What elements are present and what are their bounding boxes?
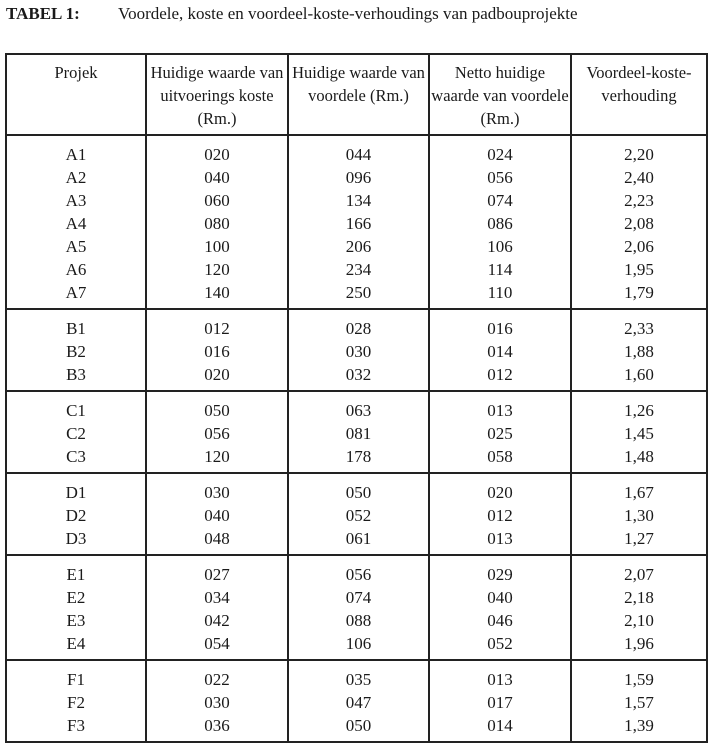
column-ratio: [570, 392, 706, 472]
cell-cost: 030: [204, 483, 230, 502]
column-net-benefit: [428, 392, 570, 472]
cell-net-benefit: 040: [487, 588, 513, 607]
cell-benefit: 074: [345, 588, 372, 607]
cell-benefit: 061: [345, 529, 372, 548]
cell-project: A1: [65, 145, 87, 164]
column-project: [7, 392, 145, 472]
column-project: [7, 474, 145, 554]
cell-ratio: 2,33: [624, 319, 654, 338]
cell-project: E2: [66, 588, 86, 607]
cell-ratio: 2,08: [624, 214, 654, 233]
cell-cost: 060: [204, 191, 230, 210]
cell-cost: 054: [204, 634, 230, 653]
table-group: [7, 661, 706, 741]
cell-cost: 030: [204, 693, 230, 712]
cell-ratio: 1,88: [624, 342, 654, 361]
cell-benefit: 050: [345, 716, 372, 735]
cell-ratio: 1,95: [624, 260, 654, 279]
cell-cost: 140: [204, 283, 230, 302]
cell-net-benefit: 074: [487, 191, 513, 210]
table-number: TABEL 1:: [6, 4, 80, 23]
cell-project: D2: [65, 506, 87, 525]
cell-project: D3: [65, 529, 87, 548]
cell-benefit: 088: [345, 611, 372, 630]
cell-ratio: 2,10: [624, 611, 654, 630]
cell-project: F1: [67, 670, 85, 689]
column-cost: [145, 556, 287, 659]
cell-ratio: 2,07: [624, 565, 654, 584]
column-ratio: [570, 136, 706, 308]
table-caption: [6, 4, 578, 24]
cell-project: F2: [67, 693, 85, 712]
cell-net-benefit: 020: [487, 483, 513, 502]
column-net-benefit: [428, 310, 570, 390]
cell-cost: 022: [204, 670, 230, 689]
cell-project: B3: [66, 365, 86, 384]
cell-net-benefit: 013: [487, 529, 513, 548]
cell-project: C1: [66, 401, 86, 420]
table-header: [7, 55, 706, 136]
column-ratio: [570, 556, 706, 659]
cell-benefit: 050: [345, 483, 372, 502]
cell-benefit: 035: [345, 670, 372, 689]
column-ratio: [570, 661, 706, 741]
column-ratio: [570, 310, 706, 390]
cell-benefit: 028: [345, 319, 372, 338]
column-cost: [145, 136, 287, 308]
column-benefit: [287, 556, 428, 659]
cell-cost: 042: [204, 611, 230, 630]
cell-net-benefit: 014: [487, 342, 513, 361]
cell-cost: 056: [204, 424, 230, 443]
cell-cost: 040: [204, 168, 230, 187]
header-benefit-cost-ratio: Voordeel-koste-verhouding: [570, 55, 706, 134]
cell-net-benefit: 013: [487, 670, 513, 689]
cell-net-benefit: 110: [487, 283, 513, 302]
cell-benefit: 166: [345, 214, 372, 233]
cell-net-benefit: 012: [487, 365, 513, 384]
column-cost: [145, 310, 287, 390]
header-project: Projek: [54, 63, 98, 82]
cell-ratio: 1,27: [624, 529, 654, 548]
cell-cost: 027: [204, 565, 230, 584]
cell-benefit: 052: [345, 506, 372, 525]
cell-net-benefit: 024: [487, 145, 513, 164]
column-project: [7, 661, 145, 741]
header-net-present-value: Netto huidige waarde van voordele (Rm.): [428, 55, 570, 134]
cell-ratio: 1,45: [624, 424, 654, 443]
cell-cost: 034: [204, 588, 230, 607]
column-project: [7, 310, 145, 390]
cell-project: C3: [66, 447, 86, 466]
cell-benefit: 056: [345, 565, 372, 584]
cell-net-benefit: 013: [487, 401, 513, 420]
cell-cost: 080: [204, 214, 230, 233]
cell-cost: 120: [204, 447, 230, 466]
table-group: [7, 136, 706, 310]
cell-benefit: 106: [345, 634, 372, 653]
cell-cost: 040: [204, 506, 230, 525]
column-net-benefit: [428, 474, 570, 554]
cell-project: B2: [66, 342, 86, 361]
cell-net-benefit: 114: [487, 260, 513, 279]
column-benefit: [287, 310, 428, 390]
header-cost-present-value: Huidige waarde van uitvoerings koste (Rm.): [145, 55, 287, 134]
column-benefit: [287, 136, 428, 308]
column-project: [7, 136, 145, 308]
cell-ratio: 2,18: [624, 588, 654, 607]
cell-ratio: 2,20: [624, 145, 654, 164]
cell-project: A2: [65, 168, 87, 187]
column-benefit: [287, 392, 428, 472]
cell-net-benefit: 025: [487, 424, 513, 443]
cell-project: E1: [66, 565, 86, 584]
cell-benefit: 250: [345, 283, 372, 302]
cell-project: A4: [65, 214, 87, 233]
table-title: Voordele, koste en voordeel-koste-verhoudings van padbouprojekte: [118, 4, 578, 23]
cell-project: F3: [67, 716, 85, 735]
cell-ratio: 1,60: [624, 365, 654, 384]
data-table: [5, 53, 708, 743]
cell-benefit: 234: [345, 260, 372, 279]
column-ratio: [570, 474, 706, 554]
cell-benefit: 134: [345, 191, 372, 210]
cell-ratio: 1,59: [624, 670, 654, 689]
column-benefit: [287, 661, 428, 741]
column-net-benefit: [428, 556, 570, 659]
cell-benefit: 206: [345, 237, 372, 256]
table-group: [7, 556, 706, 661]
cell-net-benefit: 014: [487, 716, 513, 735]
table-group: [7, 474, 706, 556]
cell-ratio: 1,67: [624, 483, 654, 502]
column-cost: [145, 392, 287, 472]
cell-net-benefit: 016: [487, 319, 513, 338]
cell-cost: 016: [204, 342, 230, 361]
cell-benefit: 044: [345, 145, 372, 164]
cell-ratio: 1,26: [624, 401, 654, 420]
cell-ratio: 1,39: [624, 716, 654, 735]
column-project: [7, 556, 145, 659]
cell-cost: 120: [204, 260, 230, 279]
cell-cost: 048: [204, 529, 230, 548]
cell-net-benefit: 046: [487, 611, 513, 630]
cell-ratio: 1,48: [624, 447, 654, 466]
cell-cost: 050: [204, 401, 230, 420]
cell-benefit: 096: [345, 168, 372, 187]
table-group: [7, 310, 706, 392]
cell-net-benefit: 058: [487, 447, 513, 466]
cell-cost: 020: [204, 145, 230, 164]
cell-benefit: 081: [345, 424, 372, 443]
cell-project: A6: [65, 260, 87, 279]
cell-benefit: 178: [345, 447, 372, 466]
cell-project: A3: [65, 191, 87, 210]
cell-ratio: 2,23: [624, 191, 654, 210]
cell-cost: 012: [204, 319, 230, 338]
cell-ratio: 2,06: [624, 237, 654, 256]
cell-net-benefit: 029: [487, 565, 513, 584]
cell-project: D1: [65, 483, 87, 502]
cell-ratio: 2,40: [624, 168, 654, 187]
cell-net-benefit: 106: [487, 237, 513, 256]
cell-ratio: 1,79: [624, 283, 654, 302]
cell-ratio: 1,96: [624, 634, 654, 653]
header-benefit-present-value: Huidige waarde van voordele (Rm.): [287, 55, 428, 134]
column-net-benefit: [428, 136, 570, 308]
cell-net-benefit: 056: [487, 168, 513, 187]
cell-ratio: 1,30: [624, 506, 654, 525]
column-benefit: [287, 474, 428, 554]
cell-project: B1: [66, 319, 86, 338]
cell-project: C2: [66, 424, 86, 443]
cell-benefit: 047: [345, 693, 372, 712]
cell-cost: 020: [204, 365, 230, 384]
cell-project: E4: [66, 634, 86, 653]
cell-net-benefit: 017: [487, 693, 513, 712]
cell-project: E3: [66, 611, 86, 630]
cell-cost: 036: [204, 716, 230, 735]
cell-cost: 100: [204, 237, 230, 256]
column-net-benefit: [428, 661, 570, 741]
table-group: [7, 392, 706, 474]
column-cost: [145, 661, 287, 741]
cell-benefit: 032: [345, 365, 372, 384]
cell-benefit: 030: [345, 342, 372, 361]
cell-net-benefit: 052: [487, 634, 513, 653]
cell-project: A5: [65, 237, 87, 256]
cell-net-benefit: 086: [487, 214, 513, 233]
column-cost: [145, 474, 287, 554]
cell-project: A7: [65, 283, 87, 302]
cell-ratio: 1,57: [624, 693, 654, 712]
cell-net-benefit: 012: [487, 506, 513, 525]
cell-benefit: 063: [345, 401, 372, 420]
